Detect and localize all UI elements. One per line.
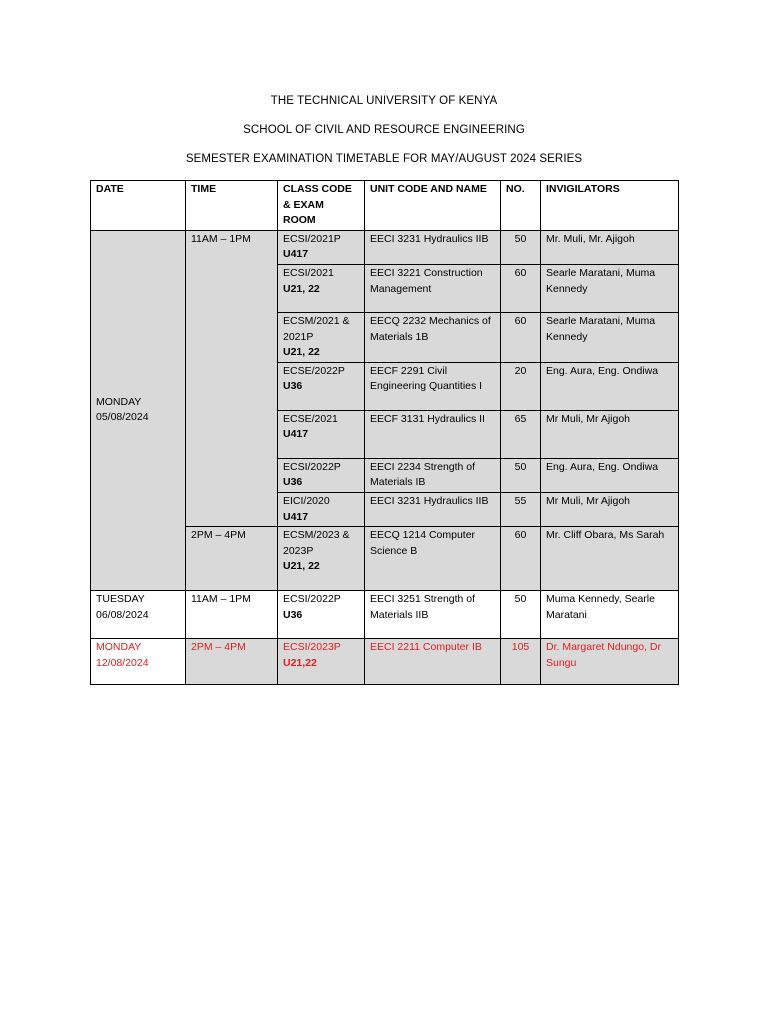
invigilator-cell: Searle Maratani, Muma Kennedy: [541, 312, 679, 362]
class-cell: ECSE/2022P U36: [278, 362, 365, 410]
count-cell: 55: [501, 492, 541, 526]
date-label: 12/08/2024: [96, 656, 149, 669]
col-invigilators: INVIGILATORS: [541, 181, 679, 231]
invigilator-cell: Eng. Aura, Eng. Ondiwa: [541, 458, 679, 492]
time-cell: 2PM – 4PM: [186, 527, 278, 591]
date-cell-monday-0508: [91, 230, 186, 590]
unit-cell: EECI 3251 Strength of Materials IIB: [365, 591, 501, 639]
count-cell: 60: [501, 312, 541, 362]
count-cell: 50: [501, 591, 541, 639]
exam-timetable: [90, 180, 679, 685]
class-cell: ECSE/2021 U417: [278, 410, 365, 458]
table-row: [91, 230, 679, 264]
unit-cell: EECI 3231 Hydraulics IIB: [365, 492, 501, 526]
class-cell: ECSM/2021 & 2021P U21, 22: [278, 312, 365, 362]
col-class: CLASS CODE & EXAM ROOM: [278, 181, 365, 231]
invigilator-cell: Mr Muli, Mr Ajigoh: [541, 410, 679, 458]
unit-cell: EECQ 2232 Mechanics of Materials 1B: [365, 312, 501, 362]
class-cell: ECSI/2021 U21, 22: [278, 264, 365, 312]
count-cell: 50: [501, 458, 541, 492]
count-cell: 60: [501, 527, 541, 591]
time-cell: 11AM – 1PM: [186, 230, 278, 526]
invigilator-cell: Dr. Margaret Ndungo, Dr Sungu: [541, 639, 679, 685]
class-cell: ECSI/2022P U36: [278, 458, 365, 492]
university-title: THE TECHNICAL UNIVERSITY OF KENYA: [270, 95, 498, 107]
invigilator-cell: Mr. Cliff Obara, Ms Sarah: [541, 527, 679, 591]
unit-cell: EECI 3221 Construction Management: [365, 264, 501, 312]
class-cell: ECSI/2021P U417: [278, 230, 365, 264]
header-row: [91, 181, 679, 231]
unit-cell: EECI 2211 Computer IB: [365, 639, 501, 685]
unit-cell: EECQ 1214 Computer Science B: [365, 527, 501, 591]
unit-cell: EECF 2291 Civil Engineering Quantities I: [365, 362, 501, 410]
table-row-highlighted: [91, 639, 679, 685]
count-cell: 60: [501, 264, 541, 312]
invigilator-cell: Searle Maratani, Muma Kennedy: [541, 264, 679, 312]
invigilator-cell: Muma Kennedy, Searle Maratani: [541, 591, 679, 639]
col-date: DATE: [91, 181, 186, 231]
day-label: MONDAY: [96, 395, 142, 408]
time-cell: 2PM – 4PM: [186, 639, 278, 685]
date-label: 06/08/2024: [96, 608, 149, 621]
class-cell: ECSI/2023P U21,22: [278, 639, 365, 685]
table-row: [91, 591, 679, 639]
date-cell-tuesday-0608: [91, 591, 186, 639]
invigilator-cell: Mr Muli, Mr Ajigoh: [541, 492, 679, 526]
col-no: NO.: [501, 181, 541, 231]
date-cell-monday-1208: [91, 639, 186, 685]
unit-cell: EECI 2234 Strength of Materials IB: [365, 458, 501, 492]
school-title: SCHOOL OF CIVIL AND RESOURCE ENGINEERING: [243, 124, 525, 136]
invigilator-cell: Eng. Aura, Eng. Ondiwa: [541, 362, 679, 410]
day-label: MONDAY: [96, 641, 142, 654]
count-cell: 105: [501, 639, 541, 685]
col-unit: UNIT CODE AND NAME: [365, 181, 501, 231]
timetable-title: SEMESTER EXAMINATION TIMETABLE FOR MAY/AUGUST 2024 SERIES: [185, 153, 583, 165]
unit-cell: EECF 3131 Hydraulics II: [365, 410, 501, 458]
class-cell: ECSI/2022P U36: [278, 591, 365, 639]
count-cell: 50: [501, 230, 541, 264]
invigilator-cell: Mr. Muli, Mr. Ajigoh: [541, 230, 679, 264]
time-cell: 11AM – 1PM: [186, 591, 278, 639]
col-time: TIME: [186, 181, 278, 231]
day-label: TUESDAY: [96, 593, 145, 606]
class-cell: EICI/2020 U417: [278, 492, 365, 526]
date-label: 05/08/2024: [96, 411, 149, 424]
class-cell: ECSM/2023 & 2023P U21, 22: [278, 527, 365, 591]
count-cell: 65: [501, 410, 541, 458]
count-cell: 20: [501, 362, 541, 410]
unit-cell: EECI 3231 Hydraulics IIB: [365, 230, 501, 264]
